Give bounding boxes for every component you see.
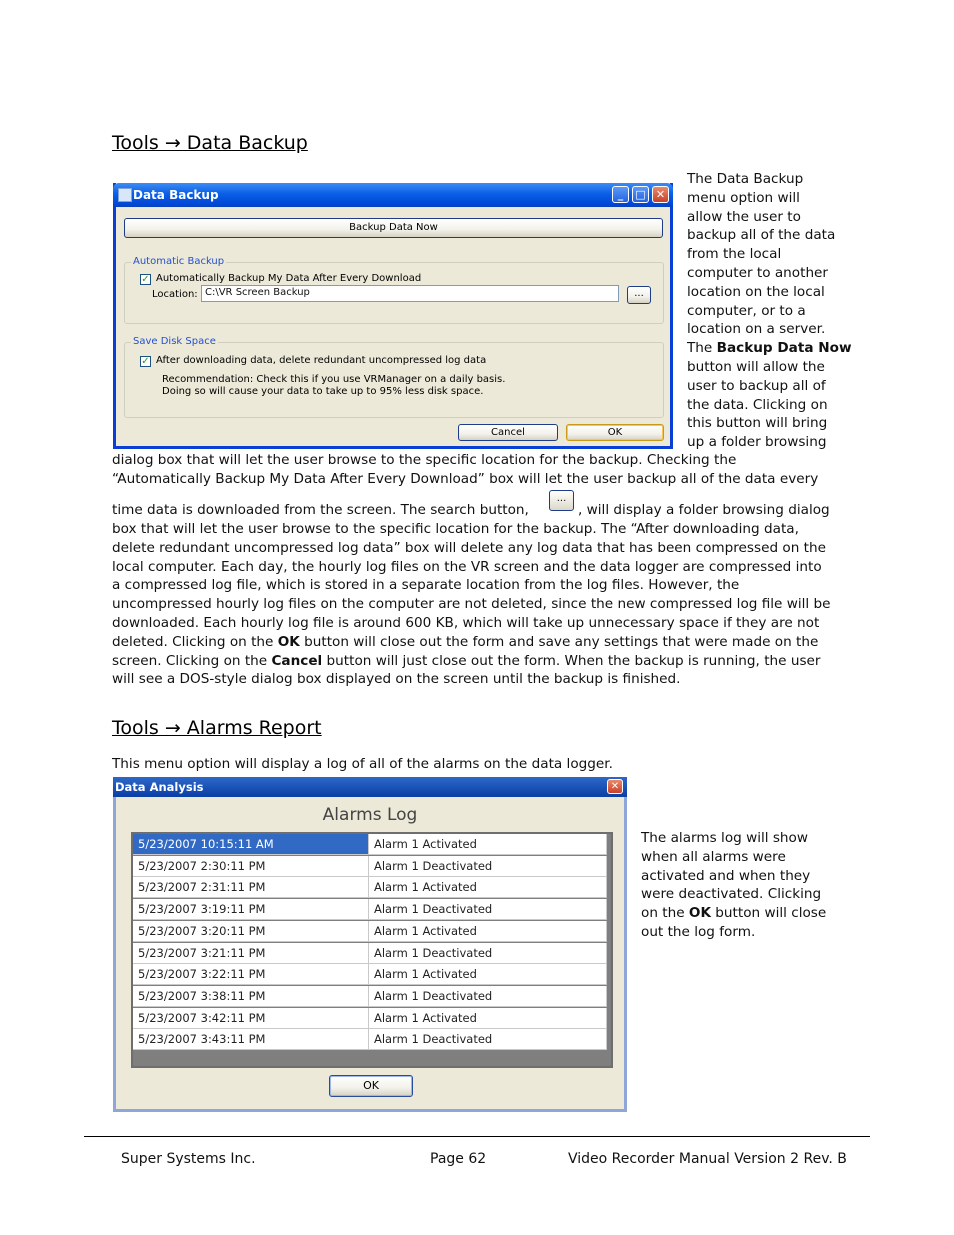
time-cell: 5/23/2007 3:38:11 PM <box>133 986 369 1007</box>
side-line: button will allow the <box>687 358 825 375</box>
side-line-text: on the <box>641 905 689 922</box>
data-backup-paragraph-top <box>112 451 818 489</box>
event-cell: Alarm 1 Deactivated <box>369 1029 607 1050</box>
side-line: computer, or to a <box>687 302 806 319</box>
side-line: when all alarms were <box>641 848 786 865</box>
side-line: menu option will <box>687 189 800 206</box>
alarms-report-intro: This menu option will display a log of all of the alarms on the data logger. <box>112 756 613 772</box>
event-cell: Alarm 1 Activated <box>369 921 607 942</box>
section-heading-data-backup: Tools → Data Backup <box>112 132 308 154</box>
auto-backup-checkbox[interactable]: ✓ <box>141 274 150 285</box>
search-button-line-end <box>578 501 830 520</box>
paragraph-line <box>112 633 831 652</box>
table-row[interactable] <box>133 1029 607 1050</box>
table-row[interactable] <box>133 986 607 1007</box>
paragraph-line: local computer. Each day, the hourly log files on the VR screen and the data logger are compressed into <box>112 558 822 575</box>
recommendation-line-2: Doing so will cause your data to take up to 95% less disk space. <box>162 386 484 397</box>
paragraph-text: screen. Clicking on the <box>112 652 272 669</box>
paragraph-line: “Automatically Backup My Data After Every Download” box will let the user backup all of the data every <box>112 470 819 487</box>
ok-button-label: OK <box>607 427 623 438</box>
cancel-term: Cancel <box>271 652 323 669</box>
ok-term: OK <box>277 633 300 650</box>
time-cell: 5/23/2007 2:30:11 PM <box>133 856 369 877</box>
paragraph-text: , will display a folder browsing dialog <box>578 502 830 518</box>
time-cell: 5/23/2007 3:22:11 PM <box>133 964 369 985</box>
side-line: The Data Backup <box>687 171 804 187</box>
side-line <box>641 904 826 923</box>
side-line: user to backup all of <box>687 377 826 394</box>
backup-data-now-term: Backup Data Now <box>716 340 852 357</box>
paragraph-line: box that will let the user browse to the specific location for the backup. The “After downloading data, <box>112 521 799 537</box>
footer-rule <box>84 1136 870 1137</box>
close-icon[interactable]: ✕ <box>607 779 623 794</box>
side-line: The alarms log will show <box>641 830 808 846</box>
event-cell: Alarm 1 Deactivated <box>369 899 607 920</box>
side-line <box>687 339 852 358</box>
close-icon[interactable]: ✕ <box>652 186 669 203</box>
time-cell: 5/23/2007 3:43:11 PM <box>133 1029 369 1050</box>
paragraph-line <box>112 652 831 671</box>
data-backup-window <box>113 183 673 449</box>
side-line-text: The <box>687 340 717 357</box>
side-line: allow the user to <box>687 208 801 225</box>
paragraph-line: uncompressed hourly log files on the computer are not deleted, since the new compressed log file will be <box>112 596 831 613</box>
paragraph-text: button will close out the form and save any settings that were made on the <box>299 633 819 650</box>
auto-backup-checkbox-label: Automatically Backup My Data After Every Download <box>156 273 422 284</box>
ok-button[interactable] <box>566 424 664 441</box>
side-line: backup all of the data <box>687 227 836 244</box>
alarms-ok-button[interactable] <box>329 1075 413 1097</box>
table-row[interactable] <box>133 877 607 898</box>
time-cell: 5/23/2007 3:20:11 PM <box>133 921 369 942</box>
delete-redundant-checkbox-label: After downloading data, delete redundant uncompressed log data <box>156 355 487 366</box>
event-cell: Alarm 1 Activated <box>369 964 607 985</box>
footer-manual-title: Video Recorder Manual Version 2 Rev. B <box>568 1151 847 1167</box>
cancel-button[interactable] <box>458 424 558 441</box>
automatic-backup-group-label: Automatic Backup <box>133 256 225 267</box>
table-row[interactable] <box>133 834 607 855</box>
side-line: activated and when they <box>641 867 811 884</box>
side-line-text: button will close <box>710 905 827 922</box>
paragraph-line: downloaded. Each hourly log file is around 600 KB, which will take up unnecessary space if they are not <box>112 614 820 631</box>
table-row[interactable] <box>133 921 607 942</box>
side-line: location on a server. <box>687 321 826 338</box>
paragraph-line: delete redundant uncompressed log data” box will delete any log data that has been compressed on the <box>112 539 826 556</box>
time-cell: 5/23/2007 3:21:11 PM <box>133 943 369 964</box>
event-cell: Alarm 1 Deactivated <box>369 943 607 964</box>
window-title: Data Analysis <box>115 780 204 794</box>
side-line: up a folder browsing <box>687 434 827 451</box>
alarms-log-title: Alarms Log <box>322 805 418 825</box>
paragraph-line: dialog box that will let the user browse to the specific location for the backup. Checking the <box>112 452 737 468</box>
paragraph-line: will see a DOS-style dialog box displayed on the screen until the backup is finished. <box>112 671 681 688</box>
recommendation-line-1: Recommendation: Check this if you use VRManager on a daily basis. <box>162 374 506 385</box>
search-button-line <box>112 501 529 520</box>
title-bar <box>113 777 627 797</box>
inline-search-button-label: ... <box>556 493 567 504</box>
minimize-icon[interactable]: _ <box>612 186 629 203</box>
backup-data-now-label: Backup Data Now <box>349 222 438 233</box>
paragraph-line: a compressed log file, which is stored in a separate location from the log files. However, the <box>112 577 740 594</box>
location-label: Location: <box>152 289 198 300</box>
footer-company: Super Systems Inc. <box>121 1151 256 1167</box>
section-heading-alarms-report: Tools → Alarms Report <box>112 717 322 739</box>
side-line: the data. Clicking on <box>687 396 828 413</box>
time-cell: 5/23/2007 3:42:11 PM <box>133 1008 369 1029</box>
side-line: out the log form. <box>641 923 756 940</box>
alarms-side-text <box>641 829 826 942</box>
paragraph-text: button will just close out the form. When the backup is running, the user <box>322 652 821 669</box>
ok-term: OK <box>688 905 711 922</box>
event-cell: Alarm 1 Activated <box>369 877 607 898</box>
event-cell: Alarm 1 Activated <box>369 834 607 855</box>
table-row[interactable] <box>133 899 607 920</box>
side-line: were deactivated. Clicking <box>641 886 822 903</box>
event-cell: Alarm 1 Deactivated <box>369 856 607 877</box>
time-cell: 5/23/2007 2:31:11 PM <box>133 877 369 898</box>
data-analysis-window <box>113 777 627 1112</box>
backup-data-now-button[interactable] <box>124 218 663 238</box>
table-row[interactable] <box>133 964 607 985</box>
side-line: computer to another <box>687 264 829 281</box>
side-line: location on the local <box>687 283 825 300</box>
maximize-icon[interactable]: □ <box>632 186 649 203</box>
event-cell: Alarm 1 Deactivated <box>369 986 607 1007</box>
window-title: Data Backup <box>133 188 219 202</box>
table-row[interactable] <box>133 943 607 964</box>
cancel-button-label: Cancel <box>491 427 525 438</box>
save-disk-space-group-label: Save Disk Space <box>133 336 216 347</box>
delete-redundant-checkbox[interactable]: ✓ <box>141 356 150 367</box>
alarms-log-table[interactable] <box>131 832 613 1068</box>
location-input[interactable]: C:\VR Screen Backup <box>201 285 619 302</box>
time-cell: 5/23/2007 10:15:11 AM <box>133 834 369 855</box>
alarms-ok-button-label: OK <box>363 1079 379 1092</box>
paragraph-text: deleted. Clicking on the <box>112 633 278 650</box>
app-icon <box>118 188 132 202</box>
paragraph-text: time data is downloaded from the screen. The search button, <box>112 502 529 518</box>
browse-button-label: ... <box>634 288 644 299</box>
inline-search-button-image <box>549 490 574 511</box>
title-bar <box>113 183 673 207</box>
time-cell: 5/23/2007 3:19:11 PM <box>133 899 369 920</box>
footer-page-number: Page 62 <box>430 1151 487 1167</box>
data-backup-paragraph-main <box>112 520 831 689</box>
side-line: this button will bring <box>687 415 828 432</box>
data-backup-side-text <box>687 170 852 452</box>
event-cell: Alarm 1 Activated <box>369 1008 607 1029</box>
side-line: from the local <box>687 246 782 263</box>
table-row[interactable] <box>133 1008 607 1029</box>
table-row[interactable] <box>133 856 607 877</box>
browse-button[interactable] <box>627 286 651 304</box>
